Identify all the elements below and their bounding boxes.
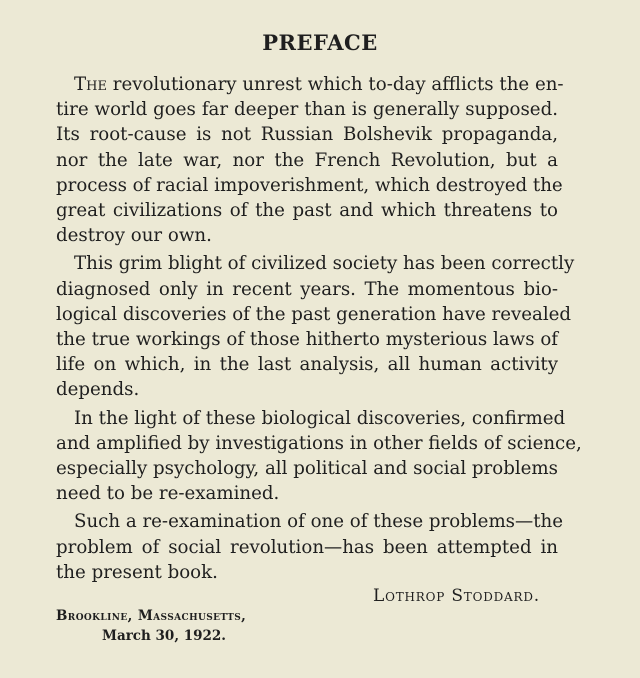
- text-line: nor the late war, nor the French Revolution, but a: [56, 149, 558, 171]
- page-title: PREFACE: [262, 30, 378, 55]
- text-line: This grim blight of civilized society has been correctly: [74, 253, 575, 275]
- text-line: logical discoveries of the past generation have revealed: [56, 303, 572, 325]
- text-line: depends.: [56, 379, 140, 401]
- text-line: problem of social revolution—has been attempted in: [56, 536, 558, 558]
- text-line: process of racial impoverishment, which destroyed the: [56, 174, 563, 196]
- preface-body: [56, 72, 582, 588]
- text-line: life on which, in the last analysis, all human activity: [56, 354, 558, 376]
- paragraph-1: [56, 72, 564, 248]
- text-line: The revolutionary unrest which to-day afflicts the en-: [74, 74, 564, 95]
- text-line: Such a re-examination of one of these problems—the: [74, 511, 563, 533]
- text-line: tire world goes far deeper than is generally supposed.: [56, 99, 558, 121]
- author-signature: Lothrop Stoddard.: [372, 586, 540, 606]
- text-line: the true workings of those hitherto mysterious laws of: [56, 329, 558, 351]
- text-line: great civilizations of the past and which threatens to: [56, 200, 558, 222]
- place-line: Brookline, Massachusetts,: [56, 608, 247, 624]
- paragraph-4: [56, 509, 563, 585]
- text-line: diagnosed only in recent years. The momentous bio-: [56, 278, 558, 300]
- text-line: destroy our own.: [56, 225, 212, 247]
- text-line: and amplified by investigations in other fields of science,: [56, 432, 582, 454]
- paragraph-2: [56, 251, 575, 402]
- text-line: need to be re-examined.: [56, 483, 280, 505]
- date-line: March 30, 1922.: [102, 628, 226, 644]
- text-line: especially psychology, all political and social problems: [56, 458, 559, 480]
- text-line: In the light of these biological discoveries, confirmed: [74, 407, 566, 429]
- text-line: the present book.: [56, 561, 218, 583]
- lead-word: The: [74, 74, 107, 95]
- text-line: Its root-cause is not Russian Bolshevik propaganda,: [56, 124, 558, 146]
- paragraph-3: [56, 406, 582, 507]
